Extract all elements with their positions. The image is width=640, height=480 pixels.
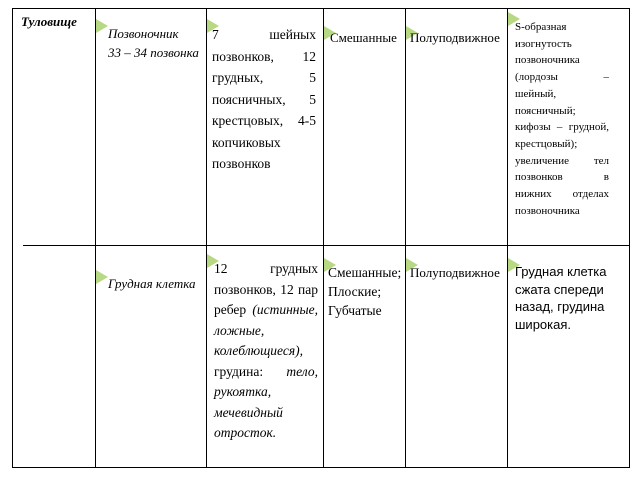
spine-composition: 7 шейных позвонков, 12 грудных, 5 поясничных, 5 крестцовых, 4-5 копчиковых позвонков bbox=[212, 27, 316, 171]
chest-features: Грудная клетка сжата спереди назад, грудина широкая. bbox=[515, 264, 607, 332]
chest-sternum-parts: тело, рукоятка, мечевидный отросток. bbox=[214, 363, 318, 440]
spine-vertebra-count: 33 – 34 позвонка bbox=[108, 45, 199, 60]
spine-connection: Полуподвижное bbox=[410, 30, 500, 45]
chest-name: Грудная клетка bbox=[108, 276, 196, 291]
chest-sternum-label: грудина: bbox=[214, 363, 264, 379]
bullet-arrow-icon bbox=[96, 270, 108, 284]
spine-bone-type: Смешанные bbox=[330, 30, 397, 45]
row-divider bbox=[23, 245, 630, 246]
spine-title: Позвоночник bbox=[108, 26, 179, 41]
chest-ribs-types: (истинные, ложные, колеблющиеся), bbox=[214, 302, 318, 358]
chest-composition bbox=[214, 259, 318, 444]
column-divider bbox=[323, 8, 324, 468]
spine-features: S-образная изогнутость позвоночника (лордозы – шейный, поясничный; кифозы – грудной, крестцовый); увеличение тел позвонков в нижних отделах позвоночника bbox=[515, 21, 609, 217]
chest-composition-lead: 12 грудных позвонков, 12 пар ребер bbox=[214, 261, 318, 317]
column-divider bbox=[206, 8, 207, 468]
chest-connection: Полуподвижное bbox=[410, 265, 500, 280]
spine-name bbox=[108, 24, 208, 62]
bone-type-item: Смешанные; bbox=[328, 265, 402, 280]
column-divider bbox=[95, 8, 96, 468]
column-divider bbox=[405, 8, 406, 468]
bone-type-item: Губчатые bbox=[328, 303, 382, 318]
bullet-arrow-icon bbox=[96, 19, 108, 33]
bone-type-item: Плоские; bbox=[328, 284, 382, 299]
chest-bone-types bbox=[328, 263, 404, 320]
column-divider bbox=[507, 8, 508, 468]
section-title: Туловище bbox=[21, 14, 77, 29]
